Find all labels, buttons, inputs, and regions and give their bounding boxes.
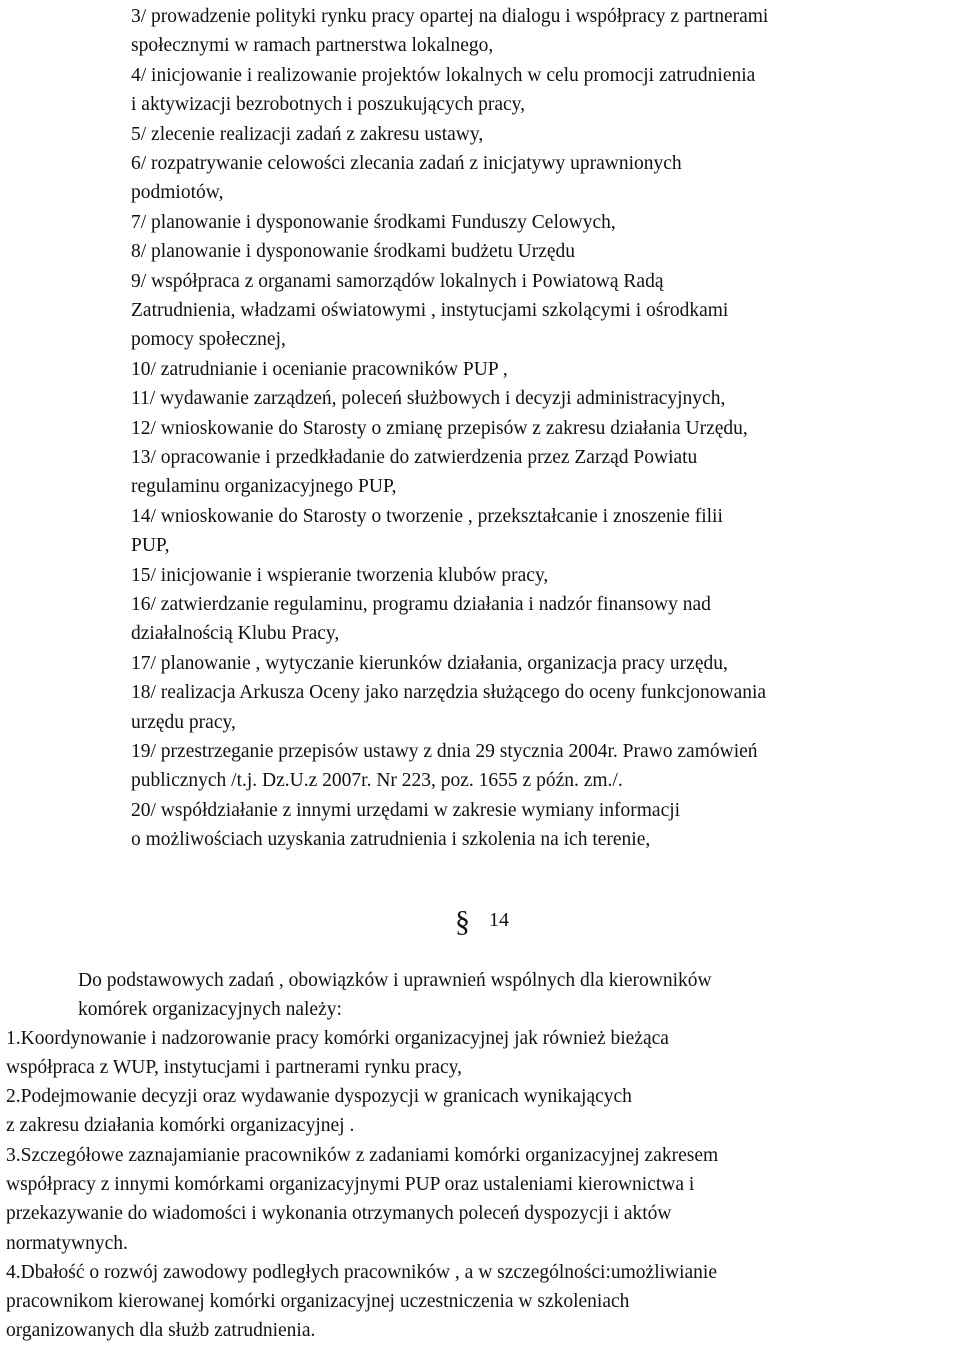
- list-line: i aktywizacji bezrobotnych i poszukujących pracy,: [131, 94, 525, 115]
- list-line: 3/ prowadzenie polityki rynku pracy opartej na dialogu i współpracy z partnerami: [131, 6, 769, 27]
- list-line: 16/ zatwierdzanie regulaminu, programu działania i nadzór finansowy nad: [131, 594, 711, 615]
- list-line: działalnością Klubu Pracy,: [131, 623, 340, 644]
- duty-line: 1.Koordynowanie i nadzorowanie pracy komórki organizacyjnej jak również bieżąca: [6, 1028, 669, 1049]
- list-line: 9/ współpraca z organami samorządów lokalnych i Powiatową Radą: [131, 271, 664, 292]
- list-line: Zatrudnienia, władzami oświatowymi , instytucjami szkolącymi i ośrodkami: [131, 300, 729, 321]
- list-line: 6/ rozpatrywanie celowości zlecania zadań z inicjatywy uprawnionych: [131, 153, 682, 174]
- list-line: 7/ planowanie i dysponowanie środkami Funduszy Celowych,: [131, 212, 616, 233]
- duty-line: 2.Podejmowanie decyzji oraz wydawanie dyspozycji w granicach wynikających: [6, 1086, 632, 1107]
- list-line: 14/ wnioskowanie do Starosty o tworzenie , przekształcanie i znoszenie filii: [131, 506, 723, 527]
- list-line: 4/ inicjowanie i realizowanie projektów lokalnych w celu promocji zatrudnienia: [131, 65, 756, 86]
- list-line: 10/ zatrudnianie i ocenianie pracowników PUP ,: [131, 359, 508, 380]
- list-line: regulaminu organizacyjnego PUP,: [131, 476, 397, 497]
- list-line: 11/ wydawanie zarządzeń, poleceń służbowych i decyzji administracyjnych,: [131, 388, 726, 409]
- section-sign: §: [455, 905, 470, 938]
- duty-line: przekazywanie do wiadomości i wykonania otrzymanych poleceń dyspozycji i aktów: [6, 1203, 672, 1224]
- section-heading: [455, 900, 575, 940]
- section-number: 14: [489, 909, 509, 931]
- list-line: 12/ wnioskowanie do Starosty o zmianę przepisów z zakresu działania Urzędu,: [131, 418, 748, 439]
- duty-line: 3.Szczegółowe zaznajamianie pracowników z zadaniami komórki organizacyjnej zakresem: [6, 1145, 719, 1166]
- duty-line: organizowanych dla służb zatrudnienia.: [6, 1320, 316, 1341]
- duty-line: współpraca z WUP, instytucjami i partnerami rynku pracy,: [6, 1057, 462, 1078]
- list-line: 15/ inicjowanie i wspieranie tworzenia klubów pracy,: [131, 565, 549, 586]
- intro-line: Do podstawowych zadań , obowiązków i uprawnień wspólnych dla kierowników: [78, 970, 712, 991]
- list-line: pomocy społecznej,: [131, 329, 286, 350]
- list-line: urzędu pracy,: [131, 712, 236, 733]
- list-line: 20/ współdziałanie z innymi urzędami w zakresie wymiany informacji: [131, 800, 681, 821]
- duty-line: pracownikom kierowanej komórki organizacyjnej uczestniczenia w szkoleniach: [6, 1291, 630, 1312]
- list-line: o możliwościach uzyskania zatrudnienia i szkolenia na ich terenie,: [131, 829, 651, 850]
- list-line: 17/ planowanie , wytyczanie kierunków działania, organizacja pracy urzędu,: [131, 653, 728, 674]
- list-line: 19/ przestrzeganie przepisów ustawy z dnia 29 stycznia 2004r. Prawo zamówień: [131, 741, 758, 762]
- duty-line: normatywnych.: [6, 1233, 128, 1254]
- duty-line: współpracy z innymi komórkami organizacyjnymi PUP oraz ustaleniami kierownictwa i: [6, 1174, 695, 1195]
- list-line: podmiotów,: [131, 182, 224, 203]
- list-line: 5/ zlecenie realizacji zadań z zakresu ustawy,: [131, 124, 484, 145]
- duty-line: 4.Dbałość o rozwój zawodowy podległych pracowników , a w szczególności:umożliwianie: [6, 1262, 718, 1283]
- duty-line: z zakresu działania komórki organizacyjnej .: [6, 1115, 355, 1136]
- list-line: publicznych /t.j. Dz.U.z 2007r. Nr 223, poz. 1655 z późn. zm./.: [131, 770, 623, 791]
- list-line: 18/ realizacja Arkusza Oceny jako narzędzia służącego do oceny funkcjonowania: [131, 682, 767, 703]
- list-line: 8/ planowanie i dysponowanie środkami budżetu Urzędu: [131, 241, 576, 262]
- intro-line: komórek organizacyjnych należy:: [78, 999, 342, 1020]
- list-line: 13/ opracowanie i przedkładanie do zatwierdzenia przez Zarząd Powiatu: [131, 447, 698, 468]
- list-line: społecznymi w ramach partnerstwa lokalnego,: [131, 35, 494, 56]
- list-line: PUP,: [131, 535, 170, 556]
